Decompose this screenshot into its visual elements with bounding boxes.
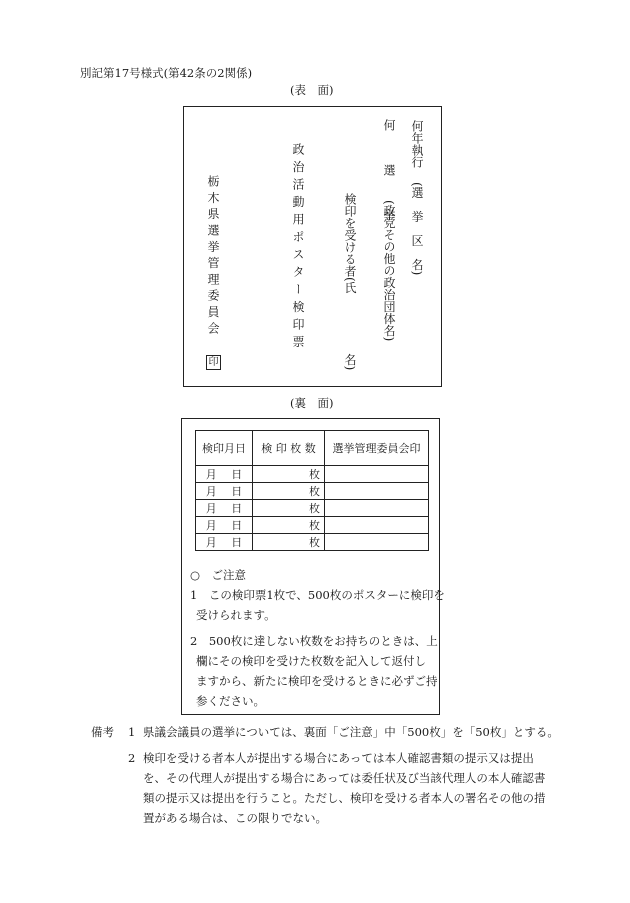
notice-2-line-1: 2 500枚に達しない枚数をお持ちのときは、上	[190, 634, 438, 648]
cell-count: 枚	[253, 517, 325, 534]
cell-date: 月 日	[196, 534, 253, 551]
front-label: (表 面)	[290, 83, 334, 97]
cell-date: 月 日	[196, 466, 253, 483]
remarks-label: 備考	[91, 725, 114, 739]
cell-seal	[325, 466, 429, 483]
party-name: (政党その他の政治団体名)	[382, 200, 396, 342]
cell-date: 月 日	[196, 517, 253, 534]
cell-date: 月 日	[196, 500, 253, 517]
cell-seal	[325, 500, 429, 517]
cell-date: 月 日	[196, 483, 253, 500]
cell-count: 枚	[253, 483, 325, 500]
recipient-name: 検印を受ける者(氏 名)	[343, 193, 357, 371]
seal-mark: 印	[206, 355, 221, 370]
notice-1-line-1: 1 この検印票1枚で、500枚のポスターに検印を	[190, 588, 445, 602]
table-row	[196, 534, 429, 551]
notice-2-line-2: 欄にその検印を受けた枚数を記入して返付し	[196, 654, 426, 668]
notice-title: ○ ご注意	[190, 568, 247, 582]
remark-2-line-1: 検印を受ける者本人が提出する場合にあっては本人確認書類の提示又は提出	[143, 751, 534, 765]
front-ticket-frame	[183, 106, 442, 387]
remark-2-line-3: 類の提示又は提出を行うこと。ただし、検印を受ける者本人の署名その他の措	[143, 791, 546, 805]
cell-seal	[325, 534, 429, 551]
table-row	[196, 517, 429, 534]
remark-1-number: 1	[128, 725, 136, 739]
election-year: 何年執行	[410, 120, 424, 168]
table-header-row	[196, 431, 429, 466]
form-title: 別記第17号様式(第42条の2関係)	[80, 66, 253, 80]
district-name: (選 挙 区 名)	[410, 182, 424, 276]
notice-2-line-4: 参ください。	[196, 694, 265, 708]
cell-count: 枚	[253, 500, 325, 517]
header-stamp-date: 検印月日	[196, 431, 253, 466]
notice-1-line-2: 受けられます。	[196, 608, 276, 622]
table-row	[196, 466, 429, 483]
remark-2-number: 2	[128, 751, 136, 765]
back-label: (裏 面)	[290, 396, 334, 410]
table-row	[196, 500, 429, 517]
remark-1-text: 県議会議員の選挙については、裏面「ご注意」中「500枚」を「50枚」とする。	[143, 725, 559, 739]
header-committee-seal: 選挙管理委員会印	[325, 431, 429, 466]
table-row	[196, 483, 429, 500]
election-name: 何 選 挙	[382, 119, 396, 224]
cell-seal	[325, 517, 429, 534]
issuer-name: 栃木県選挙管理委員会	[206, 175, 220, 338]
ticket-title: 政治活動用ポスター検印票	[291, 143, 305, 353]
cell-seal	[325, 483, 429, 500]
remark-2-line-2: を、その代理人が提出する場合にあっては委任状及び当該代理人の本人確認書	[143, 771, 546, 785]
header-stamp-count: 検 印 枚 数	[253, 431, 325, 466]
cell-count: 枚	[253, 466, 325, 483]
notice-2-line-3: ますから、新たに検印を受けるときに必ずご持	[196, 674, 438, 688]
cell-count: 枚	[253, 534, 325, 551]
remark-2-line-4: 置がある場合は、この限りでない。	[143, 811, 327, 825]
stamp-record-table	[195, 430, 429, 551]
